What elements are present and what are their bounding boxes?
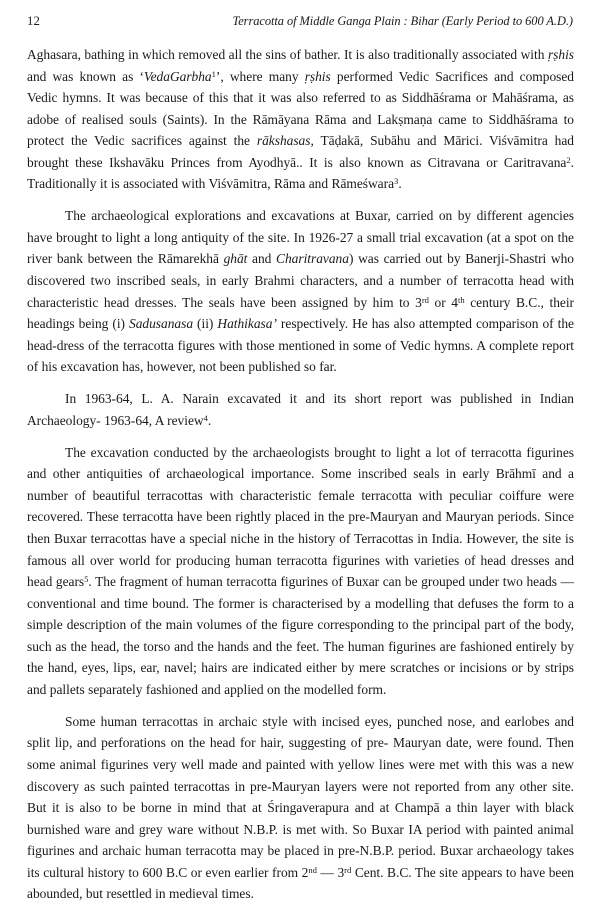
paragraph: The archaeological explorations and excavations at Buxar, carried on by different agencies have brought to light a long antiquity of the site. In 1926-27 a small trial excavation (at a spot on the river bank between the Rāmarekhā ghāt and Charitravana) was carried out by Banerji-Shastri who discovered two inscribed seals, in early Brahmi characters, and a number of terracotta head with characteristic head dresses. The seals have been assigned by him to 3rd or 4th century B.C., their headings being (i) Sadusanasa (ii) Hathikasa’ respectively. He has also attempted comparison of the head-dress of the terracotta figures with those mentioned in some of Vedic hymns. A complete report of his excavation has, however, not been published so far. — [27, 208, 574, 375]
paragraph: Aghasara, bathing in which removed all the sins of bather. It is also traditionally associated with ṛṣhis and was known as ‘VedaGarbha$^1$’, where many ṛṣhis performed Vedic Sacrifices and composed Vedic hymns. It was because of this that it was also referred to as Siddhāśrama or Mahāśrama, as adobe of realised souls (Saints). In the Rāmāyana Rāma and Lakṣmaṇa came to Siddhāśrama to protect the Vedic sacrifices against the rākshasas, Tāḍakā, Subāhu and Mārici. Viśvāmitra had brought these Ikshavāku Princes from Ayodhyā.. It is also known as Citravana or Caritravana$^2$. Traditionally it is associated with Viśvāmitra, Rāma and Rāmeśwara$^3$. — [27, 47, 574, 192]
paragraph: The excavation conducted by the archaeologists brought to light a lot of terracotta figurines and other antiquities of archaeological importance. Some inscribed seals in early Brāhmī and a number of beautiful terracottas with characteristic female terracotta with peculiar coiffure were recovered. These terracotta have been rightly placed in the pre-Mauryan and Mauryan periods. Since then Buxar terracottas have a special niche in the history of Terracottas in India. However, the site is famous all over world for producing human terracotta figurines with varieties of head dresses and head gears$^5$. The fragment of human terracotta figurines of Buxar can be grouped under two heads — conventional and time bound. The former is characterised by a modelling that defuses the form to a simple description of the main volumes of the figure corresponding to the principal part of the body, such as the head, the torso and the hands and the feet. The human figurines are fashioned entirely by the hand, eyes, lips, ear, navel; hairs are indicated either by mere scratches or incisions or by strips and pallets separately fashioned and applied on the modelled form. — [27, 444, 574, 697]
paragraph: Some human terracottas in archaic style with incised eyes, punched nose, and earlobes and split lip, and perforations on the head for hair, suggesting of pre- Mauryan date, were found. Then some animal figurines very well made and painted with yellow lines were met with this was a new discovery as such painted terracottas in pre-Mauryan layers were not reported from any other site. But it is also to be borne in mind that at Śringaverapura and at Champā a thin layer with black burnished ware and grey ware without N.B.P. is met with. So Buxar IA period with painted animal figurines and archaic human terracotta may be placed in pre-N.B.P. period. Buxar archaeology takes its cultural history to 600 B.C or even earlier from 2nd — 3rd Cent. B.C. The site appears to have been abounded, but resettled in medieval times. — [27, 713, 574, 902]
paragraph: In 1963-64, L. A. Narain excavated it and its short report was published in Indian Archaeology- 1963-64, A review$^4$. — [27, 391, 574, 428]
body-text — [27, 44, 574, 905]
page-number: 12 — [27, 14, 40, 28]
running-head — [27, 14, 573, 29]
running-title: Terracotta of Middle Ganga Plain : Bihar (Early Period to 600 A.D.) — [232, 14, 573, 28]
